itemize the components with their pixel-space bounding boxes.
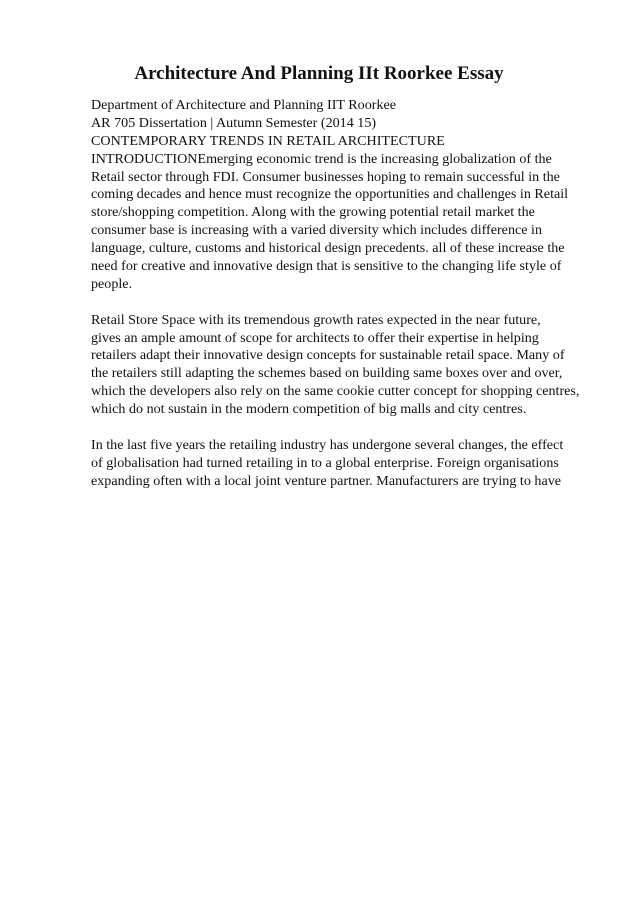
department-line: Department of Architecture and Planning IIT Roorkee <box>91 97 397 113</box>
paragraph-last-five-years <box>91 437 611 491</box>
paragraph-line: gives an ample amount of scope for architects to offer their expertise in helping <box>91 329 539 346</box>
paragraph-line: which do not sustain in the modern competition of big malls and city centres. <box>91 401 527 418</box>
paragraph-retail-space <box>91 312 611 419</box>
course-line: AR 705 Dissertation | Autumn Semester (2014 15) <box>91 114 377 131</box>
paragraph-line: which the developers also rely on the same cookie cutter concept for shopping centres, <box>91 383 580 400</box>
paragraph-line: retailers adapt their innovative design concepts for sustainable retail space. Many of <box>91 347 565 364</box>
paragraph-line: expanding often with a local joint venture partner. Manufacturers are trying to have <box>91 472 562 489</box>
paragraph-line: people. <box>91 275 133 292</box>
paragraph-line: consumer base is increasing with a varied diversity which includes difference in <box>91 222 542 239</box>
paragraph-line: INTRODUCTIONEmerging economic trend is the increasing globalization of the <box>91 150 552 167</box>
paragraph-line: In the last five years the retailing industry has undergone several changes, the effect <box>91 436 564 453</box>
topic-line: CONTEMPORARY TRENDS IN RETAIL ARCHITECTURE <box>91 132 445 149</box>
paragraph-line: store/shopping competition. Along with the growing potential retail market the <box>91 204 535 221</box>
paragraph-introduction <box>91 151 611 294</box>
paragraph-line: Retail Store Space with its tremendous growth rates expected in the near future, <box>91 311 541 328</box>
paragraph-line: coming decades and hence must recognize the opportunities and challenges in Retail <box>91 186 569 203</box>
paragraph-spacer <box>91 419 611 437</box>
paragraph-spacer <box>91 294 611 312</box>
paragraph-line: need for creative and innovative design that is sensitive to the changing life style of <box>91 258 562 275</box>
paragraph-line: of globalisation had turned retailing in to a global enterprise. Foreign organisations <box>91 454 559 471</box>
paragraph-line: language, culture, customs and historical design precedents. all of these increase the <box>91 240 565 257</box>
paragraph-line: Retail sector through FDI. Consumer businesses hoping to remain successful in the <box>91 168 560 185</box>
document-body <box>91 97 611 491</box>
paragraph-line: the retailers still adapting the schemes based on building same boxes over and over, <box>91 365 563 382</box>
document-title: Architecture And Planning IIt Roorkee Essay <box>134 63 504 84</box>
